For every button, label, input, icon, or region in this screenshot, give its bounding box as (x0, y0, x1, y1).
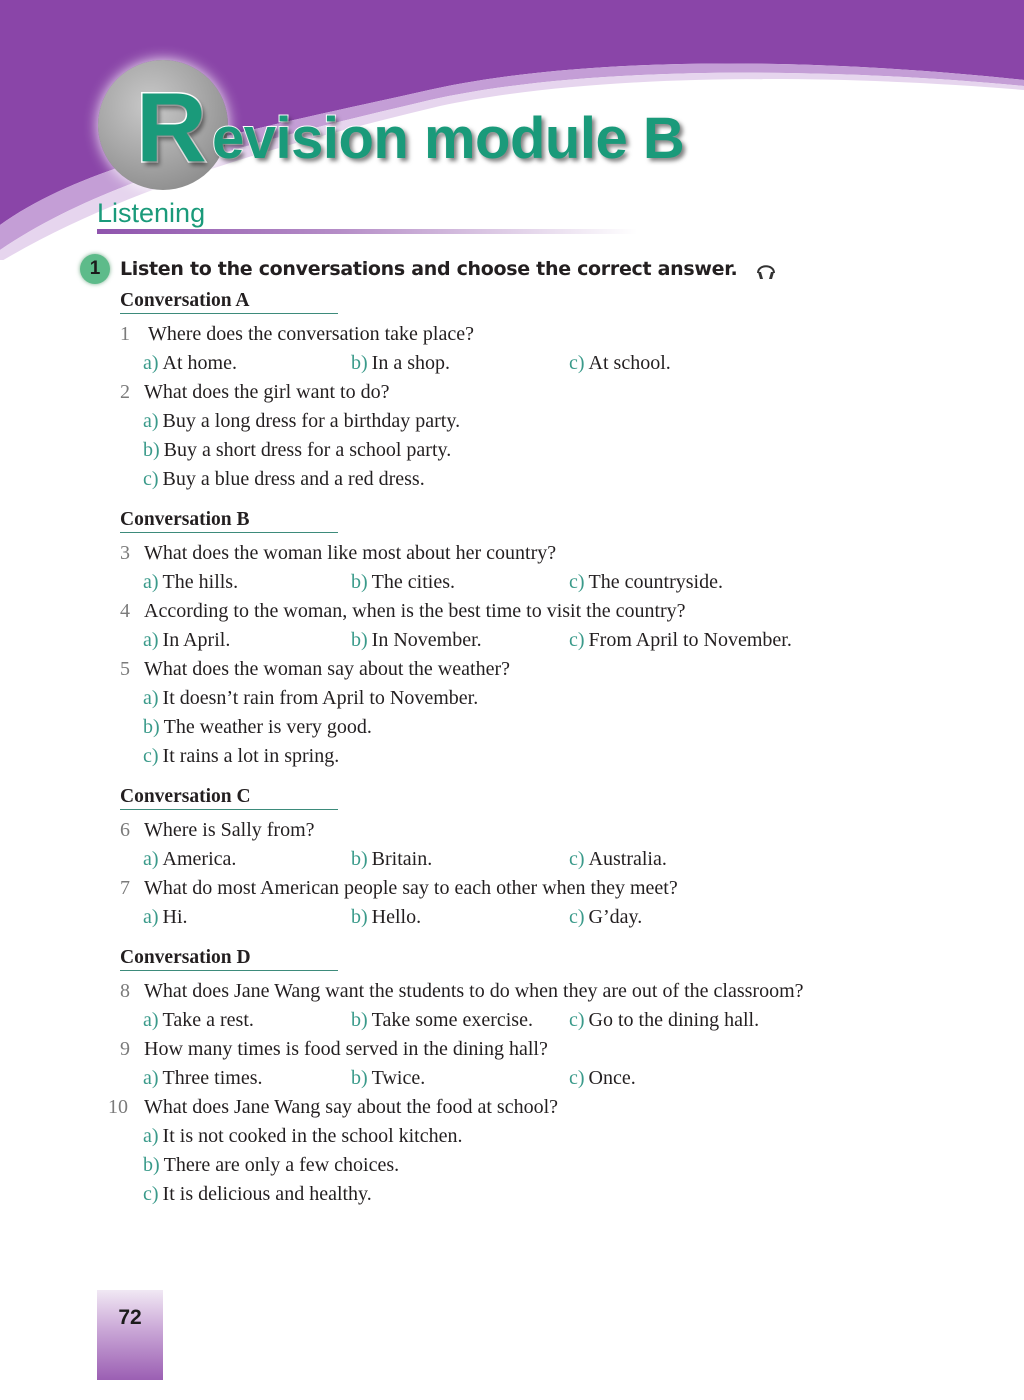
option-row (120, 713, 980, 742)
answer-option[interactable]: b) The cities. (351, 571, 455, 593)
question-number: 4 (120, 600, 130, 622)
answer-option[interactable]: a) It is not cooked in the school kitchen. (143, 1125, 463, 1147)
answer-option[interactable]: a) Three times. (143, 1067, 263, 1089)
question (120, 1035, 980, 1064)
answer-option[interactable]: b) The weather is very good. (143, 716, 372, 738)
answer-option[interactable]: c) The countryside. (569, 571, 723, 593)
question (120, 655, 980, 684)
question-text: How many times is food served in the dining hall? (144, 1038, 548, 1060)
option-row (120, 1151, 980, 1180)
question-text: What does Jane Wang want the students to do when they are out of the classroom? (144, 980, 804, 1002)
question-text: What does the girl want to do? (144, 381, 390, 403)
page-number: 72 (118, 1306, 142, 1329)
answer-option[interactable]: c) At school. (569, 352, 671, 374)
title-initial: R (136, 72, 207, 182)
question (120, 597, 980, 626)
question-number: 7 (120, 877, 130, 899)
answer-option[interactable]: b) In a shop. (351, 352, 450, 374)
conversation-section (120, 289, 980, 494)
conversation-heading: Conversation D (120, 946, 338, 971)
option-row (120, 465, 980, 494)
answer-option[interactable]: c) It is delicious and healthy. (143, 1183, 372, 1205)
answer-option[interactable]: a) Buy a long dress for a birthday party. (143, 410, 461, 432)
option-row (120, 1180, 980, 1209)
answer-option[interactable]: c) From April to November. (569, 629, 792, 651)
option-row (120, 684, 980, 713)
question-number: 8 (120, 980, 130, 1002)
answer-option[interactable]: a) At home. (143, 352, 237, 374)
answer-option[interactable]: b) Take some exercise. (351, 1009, 533, 1031)
page-number-tab (97, 1290, 163, 1380)
question-text: What does the woman say about the weather? (144, 658, 510, 680)
question-text: According to the woman, when is the best time to visit the country? (144, 600, 686, 622)
answer-option[interactable]: c) Buy a blue dress and a red dress. (143, 468, 425, 490)
answer-option[interactable]: b) Hello. (351, 906, 422, 928)
section-divider (97, 229, 637, 234)
answer-option[interactable]: a) Hi. (143, 906, 188, 928)
question-number: 2 (120, 381, 130, 403)
option-row (120, 1006, 980, 1035)
conversation-heading: Conversation A (120, 289, 338, 314)
exercise-number-badge: 1 (80, 254, 110, 284)
question (120, 539, 980, 568)
answer-option[interactable]: c) It rains a lot in spring. (143, 745, 340, 767)
question-number: 1 (120, 323, 130, 345)
option-row (120, 568, 980, 597)
question-text: Where does the conversation take place? (148, 323, 474, 345)
option-row (120, 626, 980, 655)
question-number: 9 (120, 1038, 130, 1060)
question (120, 816, 980, 845)
questions-content (108, 289, 980, 1209)
conversation-heading: Conversation B (120, 508, 338, 533)
question-text: What does the woman like most about her country? (144, 542, 557, 564)
answer-option[interactable]: a) Take a rest. (143, 1009, 254, 1031)
question (120, 320, 980, 349)
conversation-section (120, 508, 980, 771)
conversation-section (120, 785, 980, 932)
answer-option[interactable]: b) Britain. (351, 848, 433, 870)
conversation-section (108, 946, 980, 1209)
answer-option[interactable]: b) Twice. (351, 1067, 426, 1089)
answer-option[interactable]: c) Once. (569, 1067, 636, 1089)
page-title: evision module B (212, 106, 685, 171)
option-row (120, 349, 980, 378)
question-text: What does Jane Wang say about the food at school? (144, 1096, 559, 1118)
question-text: Where is Sally from? (144, 819, 315, 841)
answer-option[interactable]: c) Australia. (569, 848, 667, 870)
question (120, 977, 980, 1006)
question (120, 378, 980, 407)
exercise-instruction (80, 254, 777, 284)
conversation-heading: Conversation C (120, 785, 338, 810)
option-row (120, 742, 980, 771)
answer-option[interactable]: a) In April. (143, 629, 231, 651)
answer-option[interactable]: a) It doesn’t rain from April to November. (143, 687, 479, 709)
answer-option[interactable]: a) The hills. (143, 571, 239, 593)
answer-option[interactable]: c) G’day. (569, 906, 643, 928)
question-number: 5 (120, 658, 130, 680)
question-number: 3 (120, 542, 130, 564)
instruction-text: Listen to the conversations and choose the correct answer. (120, 258, 738, 280)
headphones-icon[interactable] (755, 257, 777, 281)
option-row (120, 845, 980, 874)
question-text: What do most American people say to each other when they meet? (144, 877, 678, 899)
question-number: 6 (120, 819, 130, 841)
answer-option[interactable]: b) In November. (351, 629, 482, 651)
option-row (120, 407, 980, 436)
option-row (120, 1064, 980, 1093)
section-heading: Listening (97, 198, 206, 228)
answer-option[interactable]: b) There are only a few choices. (143, 1154, 400, 1176)
answer-option[interactable]: c) Go to the dining hall. (569, 1009, 760, 1031)
answer-option[interactable]: b) Buy a short dress for a school party. (143, 439, 452, 461)
answer-option[interactable]: a) America. (143, 848, 237, 870)
question (120, 874, 980, 903)
option-row (120, 436, 980, 465)
question (108, 1093, 980, 1122)
question-number: 10 (108, 1096, 128, 1118)
option-row (120, 903, 980, 932)
option-row (120, 1122, 980, 1151)
